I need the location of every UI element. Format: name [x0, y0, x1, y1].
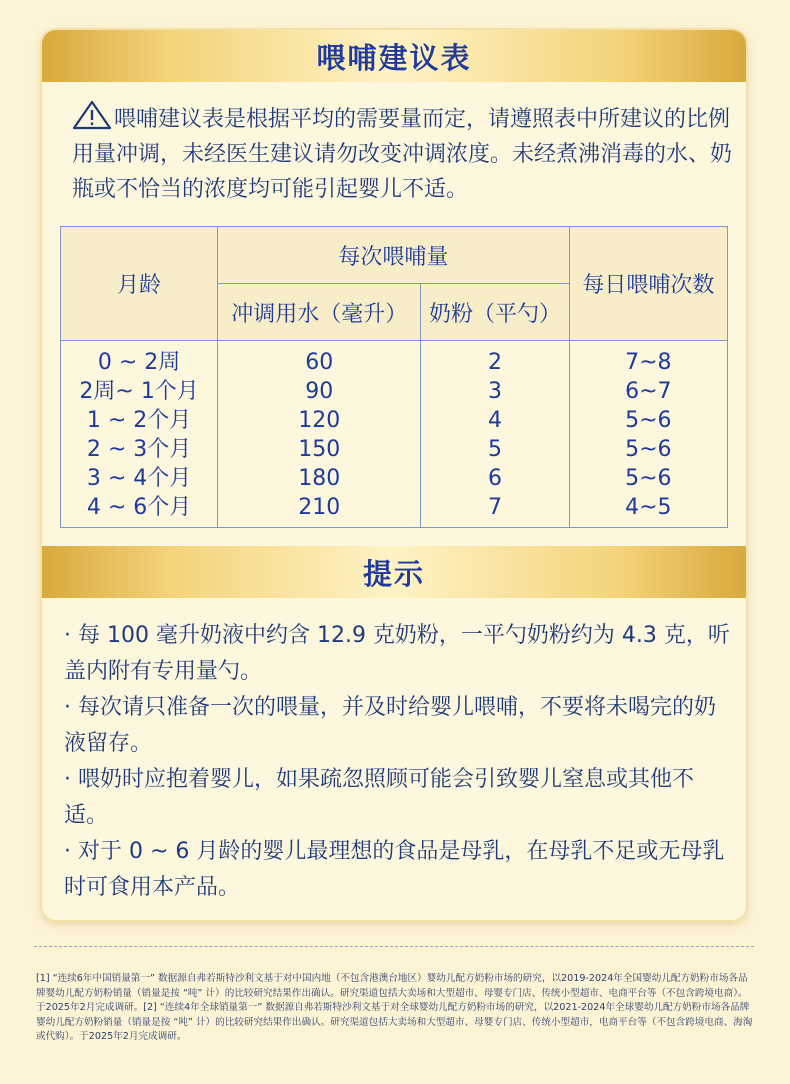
warning-icon — [72, 100, 112, 130]
times-column — [569, 341, 727, 528]
water-column — [218, 341, 421, 528]
powder-cell: 5 — [487, 437, 502, 462]
warning-notice — [72, 100, 732, 207]
times-cell: 6~7 — [625, 379, 672, 404]
header-amount: 每次喂哺量 — [218, 227, 569, 284]
water-cell: 60 — [305, 350, 334, 375]
powder-cell: 2 — [487, 350, 502, 375]
warning-text: 喂哺建议表是根据平均的需要量而定，请遵照表中所建议的比例用量冲调，未经医生建议请勿改变冲调浓度。未经煮沸消毒的水、奶瓶或不恰当的浓度均可能引起婴儿不适。 — [72, 107, 733, 202]
age-column — [61, 341, 218, 528]
times-cell: 5~6 — [625, 437, 672, 462]
water-cell: 210 — [298, 495, 341, 520]
water-cell: 180 — [298, 466, 341, 491]
age-cell: 0 ~ 2周 — [97, 350, 181, 375]
water-cell: 150 — [298, 437, 341, 462]
age-cell: 3 ~ 4个月 — [86, 466, 192, 491]
age-cell: 2 ~ 3个月 — [86, 437, 192, 462]
powder-column — [421, 341, 569, 528]
times-cell: 5~6 — [625, 408, 672, 433]
times-cell: 7~8 — [625, 350, 672, 375]
dashed-divider — [34, 946, 754, 947]
age-cell: 4 ~ 6个月 — [86, 495, 192, 520]
water-cell: 90 — [305, 379, 334, 404]
table-body-row — [61, 341, 728, 528]
water-cell: 120 — [298, 408, 341, 433]
tip-item: · 对于 0 ~ 6 月龄的婴儿最理想的食品是母乳，在母乳不足或无母乳时可食用本产品。 — [64, 839, 725, 900]
tips-list — [64, 618, 734, 906]
powder-cell: 6 — [487, 466, 502, 491]
header-powder: 奶粉（平勺） — [421, 284, 569, 341]
tip-item: · 喂奶时应抱着婴儿，如果疏忽照顾可能会引致婴儿窒息或其他不适。 — [64, 767, 694, 828]
age-cell: 2周~ 1个月 — [79, 379, 199, 404]
feeding-card — [42, 30, 746, 920]
tip-item: · 每次请只准备一次的喂量，并及时给婴儿喂哺，不要将未喝完的奶液留存。 — [64, 695, 716, 756]
section-title: 提示 — [362, 556, 425, 591]
age-cell: 1 ~ 2个月 — [86, 408, 192, 433]
feeding-table — [60, 226, 728, 528]
tip-item: · 每 100 毫升奶液中约含 12.9 克奶粉，一平勺奶粉约为 4.3 克，听盖内附有专用量勺。 — [64, 623, 730, 684]
section-title: 喂哺建议表 — [316, 40, 472, 75]
times-cell: 5~6 — [625, 466, 672, 491]
powder-cell: 7 — [487, 495, 502, 520]
times-cell: 4~5 — [625, 495, 672, 520]
section-header-feeding — [42, 30, 746, 82]
footnote: [1] “连续6年中国销量第一” 数据源自弗若斯特沙利文基于对中国内地（不包含港澳台地区）婴幼儿配方奶粉市场的研究，以2019-2024年全国婴幼儿配方奶粉市场各品牌婴幼儿配方奶粉销量（销量是按 “吨” 计）的比较研究结果作出确认。研究渠道包括大卖场和大型超市、母婴专门店、传统小型超市、电商平台等（不包含跨境电商）。于2025年2月完成调研。[2] “连续4年全球销量第一” 数据源自弗若斯特沙利文基于对全球婴幼儿配方奶粉市场的研究，以2021-2024年全球婴幼儿配方奶粉市场各品牌婴幼儿配方奶粉销量（销量是按 “吨” 计）的比较研究结果作出确认。研究渠道包括大卖场和大型超市、母婴专门店、传统小型超市，电商平台等（不包含跨境电商、海淘或代购）。于2025年2月完成调研。 — [36, 973, 753, 1042]
powder-cell: 4 — [487, 408, 502, 433]
header-times: 每日喂哺次数 — [569, 227, 727, 341]
header-water: 冲调用水（毫升） — [218, 284, 421, 341]
header-age: 月龄 — [61, 227, 218, 341]
section-header-tips — [42, 546, 746, 598]
powder-cell: 3 — [487, 379, 502, 404]
